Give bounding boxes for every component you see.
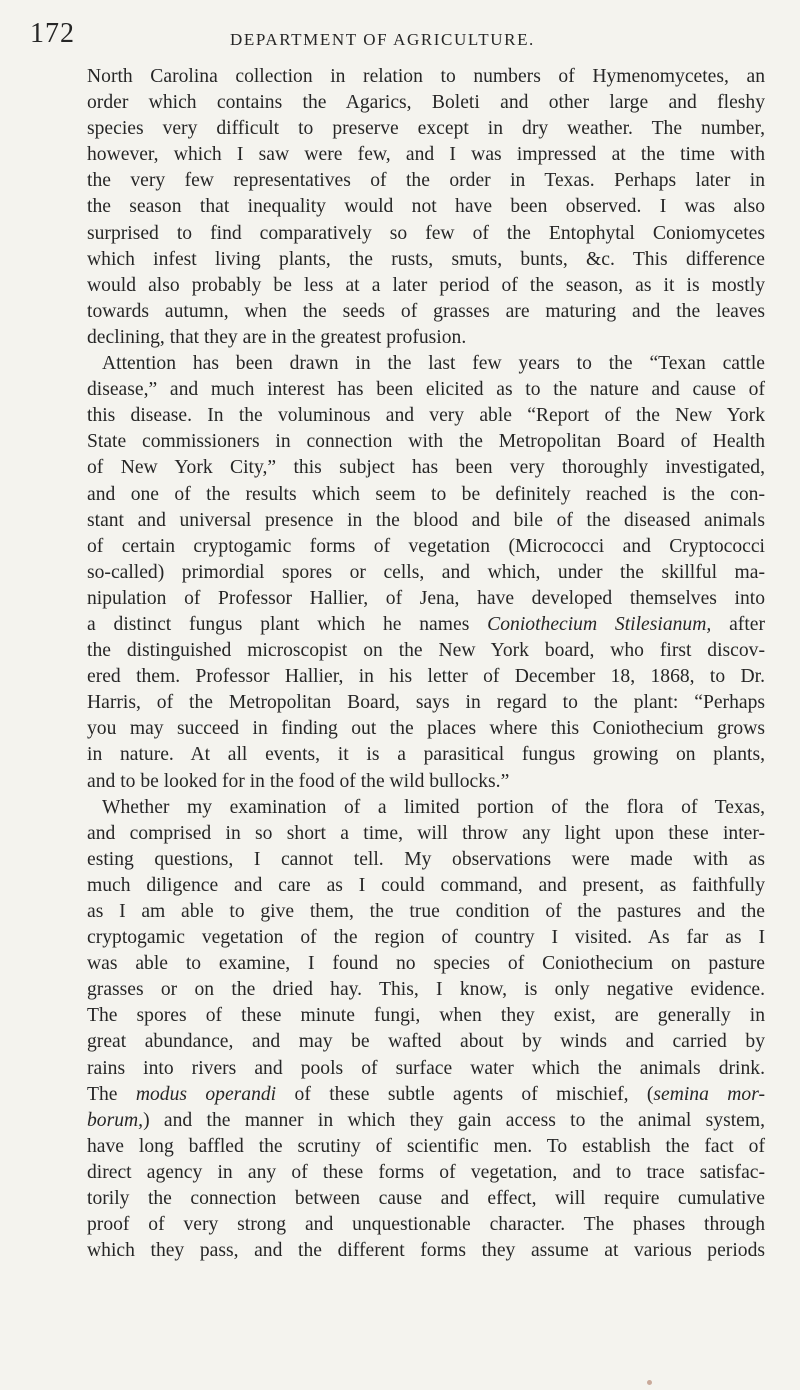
text-segment: after xyxy=(729,613,765,635)
text-line: species very difficult to preserve except in dry weather. The number, xyxy=(87,118,765,140)
text-line: nipulation of Professor Hallier, of Jena, have developed themselves into xyxy=(87,587,765,609)
paragraph-3 xyxy=(87,795,765,1265)
text-line: which infest living plants, the rusts, smuts, bunts, &c. This difference xyxy=(87,248,765,270)
text-line: would also probably be less at a later period of the season, as it is mostly xyxy=(87,274,765,296)
text-line: the season that inequality would not have been observed. I was also xyxy=(87,196,765,218)
text-line: Attention has been drawn in the last few years to the “Texan cattle xyxy=(102,353,765,375)
latin-phrase: modus operandi xyxy=(135,1083,277,1105)
text-line: you may succeed in finding out the places where this Coniothecium grows xyxy=(87,718,765,740)
text-line: so-called) primordial spores or cells, and which, under the skillful ma- xyxy=(87,561,765,583)
running-title: DEPARTMENT OF AGRICULTURE. xyxy=(230,30,535,49)
latin-phrase: borum, xyxy=(87,1109,144,1131)
text-segment: The xyxy=(87,1083,118,1105)
text-line: direct agency in any of these forms of vegetation, and to trace satisfac- xyxy=(87,1161,765,1183)
text-line: cryptogamic vegetation of the region of country I visited. As far as I xyxy=(87,927,765,949)
text-line xyxy=(87,1108,765,1134)
text-segment: a distinct fungus plant which he names xyxy=(87,613,470,635)
body-text xyxy=(87,64,765,1264)
ink-speck xyxy=(647,1380,652,1385)
species-name: Coniothecium Stilesianum, xyxy=(487,613,712,635)
text-line: surprised to find comparatively so few of the Entophytal Coniomycetes xyxy=(87,222,765,244)
text-line: of New York City,” this subject has been very thoroughly investigated, xyxy=(87,457,765,479)
text-line: grasses or on the dried hay. This, I know, is only negative evidence. xyxy=(87,979,765,1001)
text-line: esting questions, I cannot tell. My observations were made with as xyxy=(87,848,765,870)
text-line: this disease. In the voluminous and very able “Report of the New York xyxy=(87,405,765,427)
text-line: the distinguished microscopist on the New York board, who first discov- xyxy=(87,640,765,662)
text-line: North Carolina collection in relation to numbers of Hymenomycetes, an xyxy=(87,66,765,87)
text-line: disease,” and much interest has been elicited as to the nature and cause of xyxy=(87,379,765,401)
text-line: towards autumn, when the seeds of grasses are maturing and the leaves xyxy=(87,300,765,322)
latin-phrase: semina mor- xyxy=(653,1083,765,1105)
text-line: proof of very strong and unquestionable character. The phases through xyxy=(87,1214,765,1236)
page-number: 172 xyxy=(30,18,75,49)
text-line: declining, that they are in the greatest profusion. xyxy=(87,326,467,348)
running-head xyxy=(30,16,770,56)
paragraph-1 xyxy=(87,64,765,351)
text-line: in nature. At all events, it is a parasitical fungus growing on plants, xyxy=(87,744,765,766)
text-line: which they pass, and the different forms they assume at various periods xyxy=(87,1240,765,1262)
text-line: Whether my examination of a limited portion of the flora of Texas, xyxy=(102,796,765,818)
text-line: however, which I saw were few, and I was impressed at the time with xyxy=(87,144,765,166)
text-line: Harris, of the Metropolitan Board, says in regard to the plant: “Perhaps xyxy=(87,692,765,714)
text-line: The spores of these minute fungi, when they exist, are generally in xyxy=(87,1005,765,1027)
text-line xyxy=(87,612,765,638)
text-line: order which contains the Agarics, Boleti and other large and fleshy xyxy=(87,92,765,114)
text-line: rains into rivers and pools of surface water which the animals drink. xyxy=(87,1057,765,1079)
text-line: have long baffled the scrutiny of scientific men. To establish the fact of xyxy=(87,1135,765,1157)
text-line: the very few representatives of the order in Texas. Perhaps later in xyxy=(87,170,765,192)
text-line: torily the connection between cause and effect, will require cumulative xyxy=(87,1188,765,1210)
text-line: State commissioners in connection with the Metropolitan Board of Health xyxy=(87,431,765,453)
text-segment: ) and the manner in which they gain access to the animal system, xyxy=(143,1109,765,1131)
text-line: and comprised in so short a time, will throw any light upon these inter- xyxy=(87,822,765,844)
text-line: great abundance, and may be wafted about by winds and carried by xyxy=(87,1031,765,1053)
text-line: was able to examine, I found no species of Coniothecium on pasture xyxy=(87,953,765,975)
text-line xyxy=(87,1082,765,1108)
text-line: stant and universal presence in the blood and bile of the diseased animals xyxy=(87,509,765,531)
text-line: and one of the results which seem to be definitely reached is the con- xyxy=(87,483,765,505)
text-line: ered them. Professor Hallier, in his letter of December 18, 1868, to Dr. xyxy=(87,666,765,688)
paragraph-2 xyxy=(87,351,765,795)
text-line: of certain cryptogamic forms of vegetation (Micrococci and Cryptococci xyxy=(87,535,765,557)
text-line: as I am able to give them, the true condition of the pastures and the xyxy=(87,901,765,922)
text-segment: of these subtle agents of mischief, ( xyxy=(294,1083,654,1105)
text-line: and to be looked for in the food of the wild bullocks.” xyxy=(87,770,510,792)
text-line: much diligence and care as I could command, and present, as faithfully xyxy=(87,874,765,896)
